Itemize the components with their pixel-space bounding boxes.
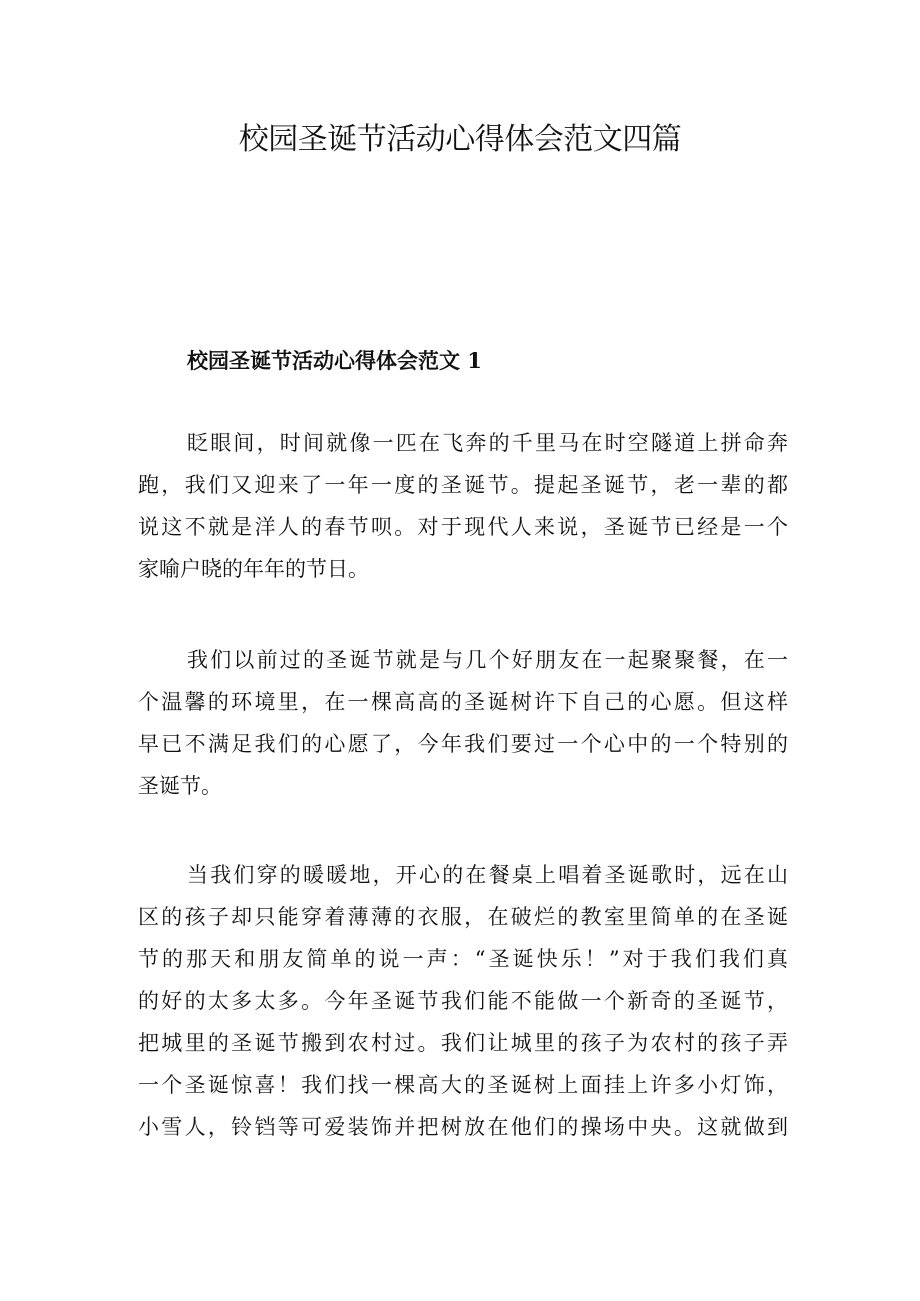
paragraph-1 — [138, 422, 788, 590]
paragraph-line: 当我们穿的暖暖地，开心的在餐桌上唱着圣诞歌时，远在山 — [187, 863, 788, 887]
paragraph-line: 家喻户晓的年年的节日。 — [138, 557, 369, 581]
paragraph-line: 眨眼间，时间就像一匹在飞奔的千里马在时空隧道上拼命奔 — [187, 431, 788, 455]
paragraph-line: 小雪人，铃铛等可爱装饰并把树放在他们的操场中央。这就做到 — [138, 1115, 788, 1139]
paragraph-line: 区的孩子却只能穿着薄薄的衣服，在破烂的教室里简单的在圣诞 — [138, 905, 788, 929]
paragraph-line: 我们以前过的圣诞节就是与几个好朋友在一起聚聚餐，在一 — [187, 648, 788, 672]
paragraph-line: 节的那天和朋友简单的说一声：“圣诞快乐！”对于我们我们真 — [138, 947, 788, 971]
paragraph-line: 圣诞节。 — [138, 774, 222, 798]
paragraph-line: 的好的太多太多。今年圣诞节我们能不能做一个新奇的圣诞节， — [138, 989, 788, 1013]
document-title: 校园圣诞节活动心得体会范文四篇 — [238, 122, 682, 157]
paragraph-line: 跑，我们又迎来了一年一度的圣诞节。提起圣诞节，老一辈的都 — [138, 473, 788, 497]
paragraph-line: 早已不满足我们的心愿了，今年我们要过一个心中的一个特别的 — [138, 732, 788, 756]
paragraph-2 — [138, 639, 788, 807]
paragraph-3 — [138, 854, 788, 1148]
paragraph-line: 把城里的圣诞节搬到农村过。我们让城里的孩子为农村的孩子弄 — [138, 1031, 788, 1055]
paragraph-line: 说这不就是洋人的春节呗。对于现代人来说，圣诞节已经是一个 — [138, 515, 788, 539]
paragraph-line: 个温馨的环境里，在一棵高高的圣诞树许下自己的心愿。但这样 — [138, 690, 788, 714]
section-heading: 校园圣诞节活动心得体会范文 1 — [187, 348, 482, 373]
paragraph-line: 一个圣诞惊喜！我们找一棵高大的圣诞树上面挂上许多小灯饰， — [138, 1073, 788, 1097]
